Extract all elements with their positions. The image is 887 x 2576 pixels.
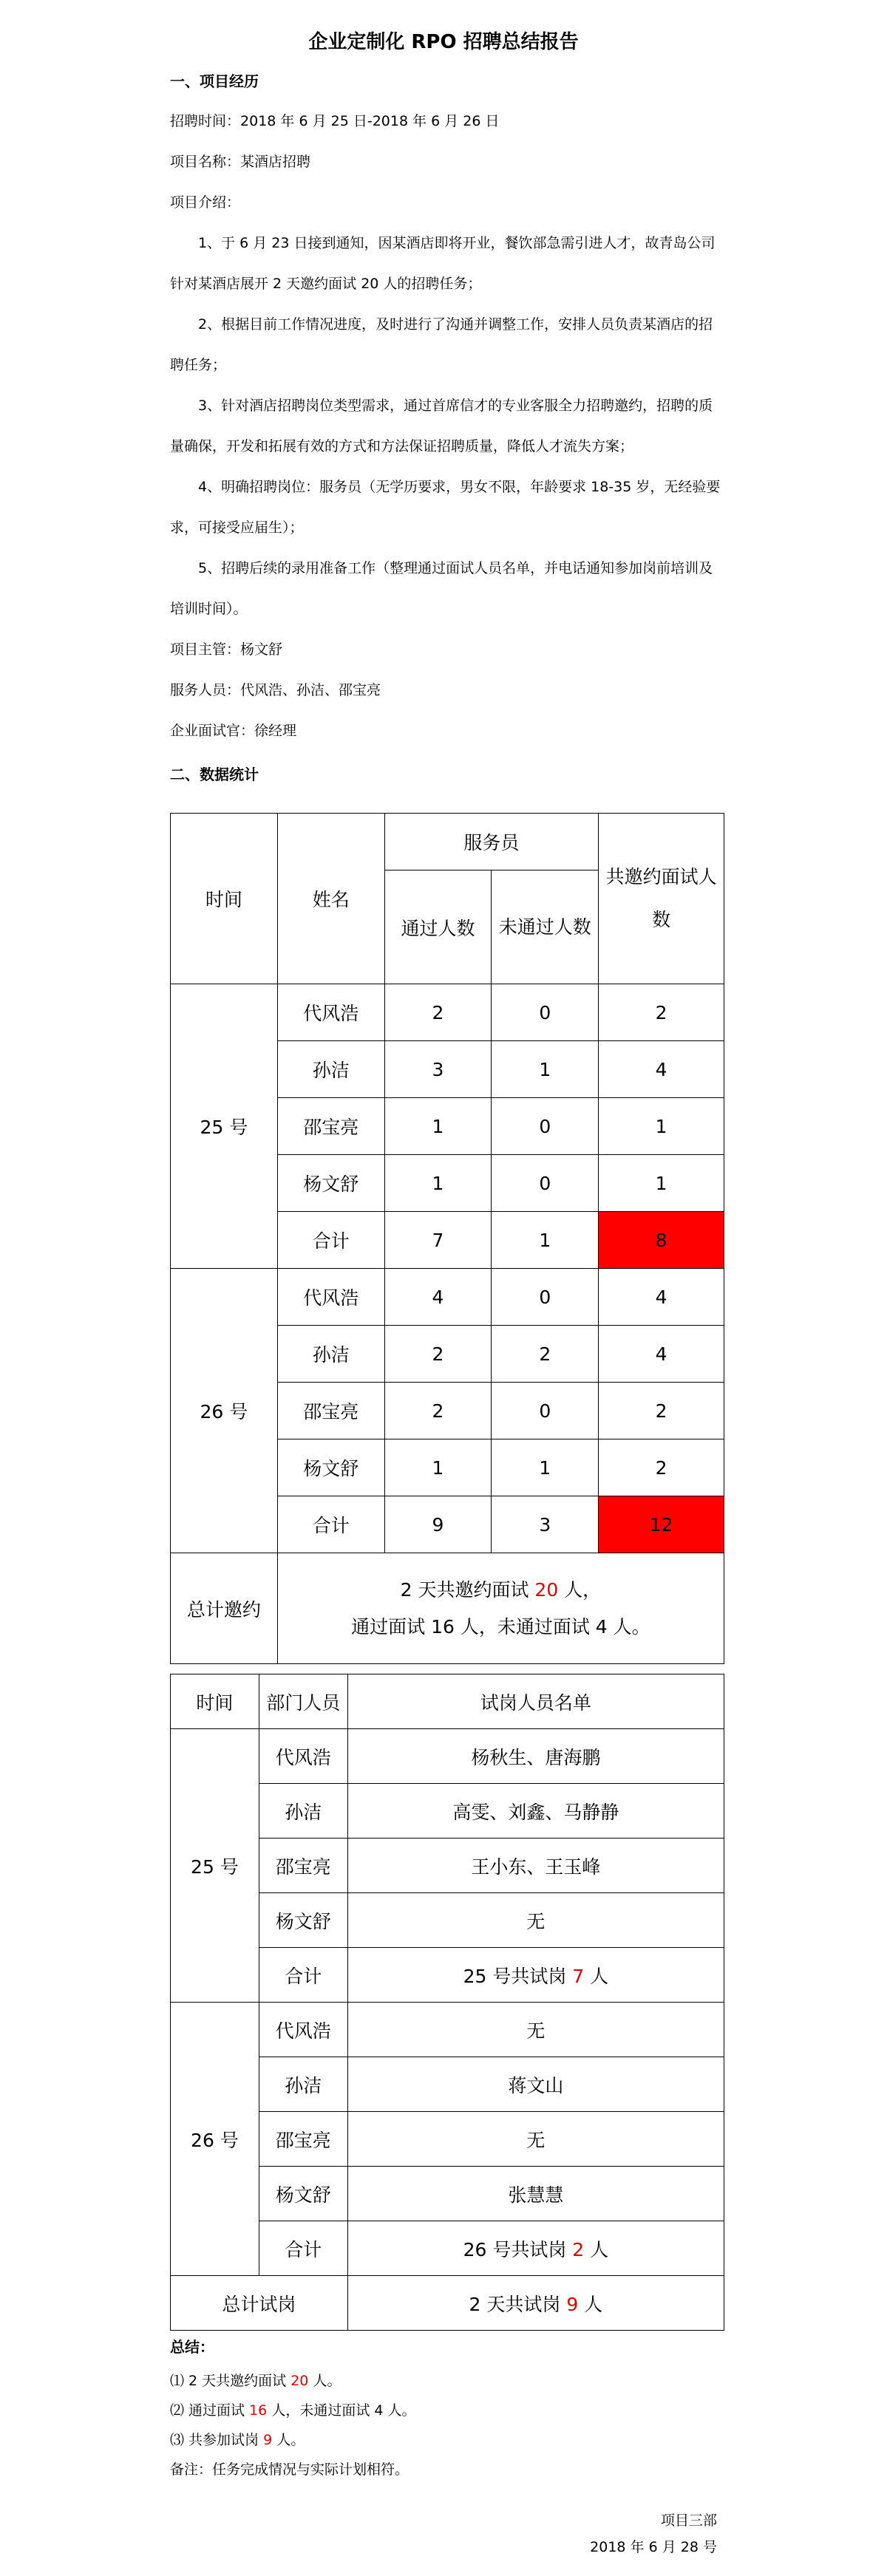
passed-count: 1 xyxy=(384,1439,492,1496)
staff-name: 代风浩 xyxy=(259,1729,347,1784)
company-interviewer: 企业面试官：徐经理 xyxy=(170,723,297,739)
staff-name: 杨文舒 xyxy=(277,1439,384,1496)
day-cell: 26 号 xyxy=(171,2003,259,2276)
subtotal-label: 合计 xyxy=(277,1212,384,1269)
staff-name: 杨文舒 xyxy=(259,2167,347,2221)
header-trial-names: 试岗人员名单 xyxy=(347,1674,724,1729)
total-count: 2 xyxy=(599,984,724,1041)
failed-subtotal: 3 xyxy=(492,1496,599,1553)
grand-total-label: 总计邀约 xyxy=(171,1553,278,1664)
project-name: 项目名称：某酒店招聘 xyxy=(170,154,311,170)
failed-count: 0 xyxy=(492,1155,599,1212)
project-manager: 项目主管：杨文舒 xyxy=(170,641,283,658)
staff-name: 孙洁 xyxy=(259,1784,347,1839)
header-waiter: 服务员 xyxy=(384,814,599,870)
subtotal-label: 合计 xyxy=(259,2221,347,2276)
passed-count: 2 xyxy=(384,1383,492,1439)
header-failed: 未通过人数 xyxy=(492,870,599,984)
total-count: 1 xyxy=(599,1155,724,1212)
trial-names: 无 xyxy=(347,2003,724,2057)
passed-count: 1 xyxy=(384,1098,492,1155)
failed-count: 1 xyxy=(492,1439,599,1496)
failed-count: 1 xyxy=(492,1041,599,1098)
trial-names: 王小东、王玉峰 xyxy=(347,1839,724,1893)
grand-total-text: 2 天共邀约面试 20 人， 通过面试 16 人，未通过面试 4 人。 xyxy=(277,1553,724,1664)
section-heading-project: 一、项目经历 xyxy=(170,72,259,90)
staff-name: 孙洁 xyxy=(277,1326,384,1383)
staff-name: 邵宝亮 xyxy=(277,1098,384,1155)
intro-item-4: 4、明确招聘岗位：服务员（无学历要求，男女不限，年龄要求 18-35 岁，无经验要求，可接受应届生）； xyxy=(170,479,721,536)
staff-name: 代风浩 xyxy=(277,1269,384,1326)
staff-name: 杨文舒 xyxy=(277,1155,384,1212)
header-time: 时间 xyxy=(171,814,278,984)
staff-name: 孙洁 xyxy=(277,1041,384,1098)
trial-names: 蒋文山 xyxy=(347,2057,724,2112)
recruit-time: 招聘时间：2018 年 6 月 25 日-2018 年 6 月 26 日 xyxy=(170,113,500,129)
failed-count: 0 xyxy=(492,984,599,1041)
failed-count: 0 xyxy=(492,1098,599,1155)
trial-names: 无 xyxy=(347,2112,724,2167)
passed-count: 1 xyxy=(384,1155,492,1212)
summary-note: 备注：任务完成情况与实际计划相符。 xyxy=(170,2461,409,2478)
footer-dept: 项目三部 xyxy=(660,2512,717,2529)
trial-post-table xyxy=(170,1674,724,2331)
staff-name: 邵宝亮 xyxy=(259,1839,347,1893)
section-heading-stats: 二、数据统计 xyxy=(170,766,259,783)
trial-names: 杨秋生、唐海鹏 xyxy=(347,1729,724,1784)
intro-item-2: 2、根据目前工作情况进度，及时进行了沟通并调整工作，安排人员负责某酒店的招聘任务； xyxy=(170,316,713,373)
total-count: 1 xyxy=(599,1098,724,1155)
staff-name: 杨文舒 xyxy=(259,1893,347,1948)
footer-date: 2018 年 6 月 28 号 xyxy=(590,2539,717,2555)
trial-names: 张慧慧 xyxy=(347,2167,724,2221)
staff-name: 代风浩 xyxy=(259,2003,347,2057)
failed-count: 0 xyxy=(492,1269,599,1326)
intro-item-3: 3、针对酒店招聘岗位类型需求，通过首席信才的专业客服全力招聘邀约，招聘的质量确保，开发和拓展有效的方式和方法保证招聘质量，降低人才流失方案； xyxy=(170,398,713,454)
passed-count: 4 xyxy=(384,1269,492,1326)
passed-count: 3 xyxy=(384,1041,492,1098)
staff-name: 邵宝亮 xyxy=(259,2112,347,2167)
summary-heading: 总结： xyxy=(170,2338,214,2356)
grand-trial-text: 2 天共试岗 9 人 xyxy=(347,2276,724,2331)
failed-count: 2 xyxy=(492,1326,599,1383)
header-dept: 部门人员 xyxy=(259,1674,347,1729)
failed-subtotal: 1 xyxy=(492,1212,599,1269)
trial-subtotal: 26 号共试岗 2 人 xyxy=(347,2221,724,2276)
subtotal-label: 合计 xyxy=(277,1496,384,1553)
total-subtotal-highlight: 8 xyxy=(599,1212,724,1269)
total-count: 4 xyxy=(599,1326,724,1383)
header-passed: 通过人数 xyxy=(384,870,492,984)
failed-count: 0 xyxy=(492,1383,599,1439)
trial-names: 无 xyxy=(347,1893,724,1948)
subtotal-label: 合计 xyxy=(259,1948,347,2003)
trial-subtotal: 25 号共试岗 7 人 xyxy=(347,1948,724,2003)
day-cell: 26 号 xyxy=(171,1269,278,1553)
project-intro-label: 项目介绍： xyxy=(170,194,241,211)
total-count: 2 xyxy=(599,1383,724,1439)
staff-name: 邵宝亮 xyxy=(277,1383,384,1439)
grand-trial-label: 总计试岗 xyxy=(171,2276,348,2331)
document-title: 企业定制化 RPO 招聘总结报告 xyxy=(308,31,579,53)
total-count: 4 xyxy=(599,1269,724,1326)
header-total-invited: 共邀约面试人数 xyxy=(599,814,724,984)
total-subtotal-highlight: 12 xyxy=(599,1496,724,1553)
staff-name: 孙洁 xyxy=(259,2057,347,2112)
total-count: 4 xyxy=(599,1041,724,1098)
intro-item-1: 1、于 6 月 23 日接到通知，因某酒店即将开业，餐饮部急需引进人才，故青岛公司针对某酒店展开 2 天邀约面试 20 人的招聘任务； xyxy=(170,235,716,292)
service-staff: 服务人员：代风浩、孙洁、邵宝亮 xyxy=(170,682,381,698)
summary-item-1: ⑴ 2 天共邀约面试 20 人。 xyxy=(170,2373,341,2389)
passed-count: 2 xyxy=(384,1326,492,1383)
day-cell: 25 号 xyxy=(171,1729,259,2003)
trial-names: 高雯、刘鑫、马静静 xyxy=(347,1784,724,1839)
header-name: 姓名 xyxy=(277,814,384,984)
intro-item-5: 5、招聘后续的录用准备工作（整理通过面试人员名单，并电话通知参加岗前培训及培训时间）。 xyxy=(170,560,713,617)
total-count: 2 xyxy=(599,1439,724,1496)
passed-subtotal: 9 xyxy=(384,1496,492,1553)
summary-item-3: ⑶ 共参加试岗 9 人。 xyxy=(170,2432,305,2448)
passed-subtotal: 7 xyxy=(384,1212,492,1269)
summary-item-2: ⑵ 通过面试 16 人，未通过面试 4 人。 xyxy=(170,2402,416,2419)
passed-count: 2 xyxy=(384,984,492,1041)
staff-name: 代风浩 xyxy=(277,984,384,1041)
day-cell: 25 号 xyxy=(171,984,278,1269)
header-time: 时间 xyxy=(171,1674,259,1729)
interview-stats-table xyxy=(170,813,724,1664)
